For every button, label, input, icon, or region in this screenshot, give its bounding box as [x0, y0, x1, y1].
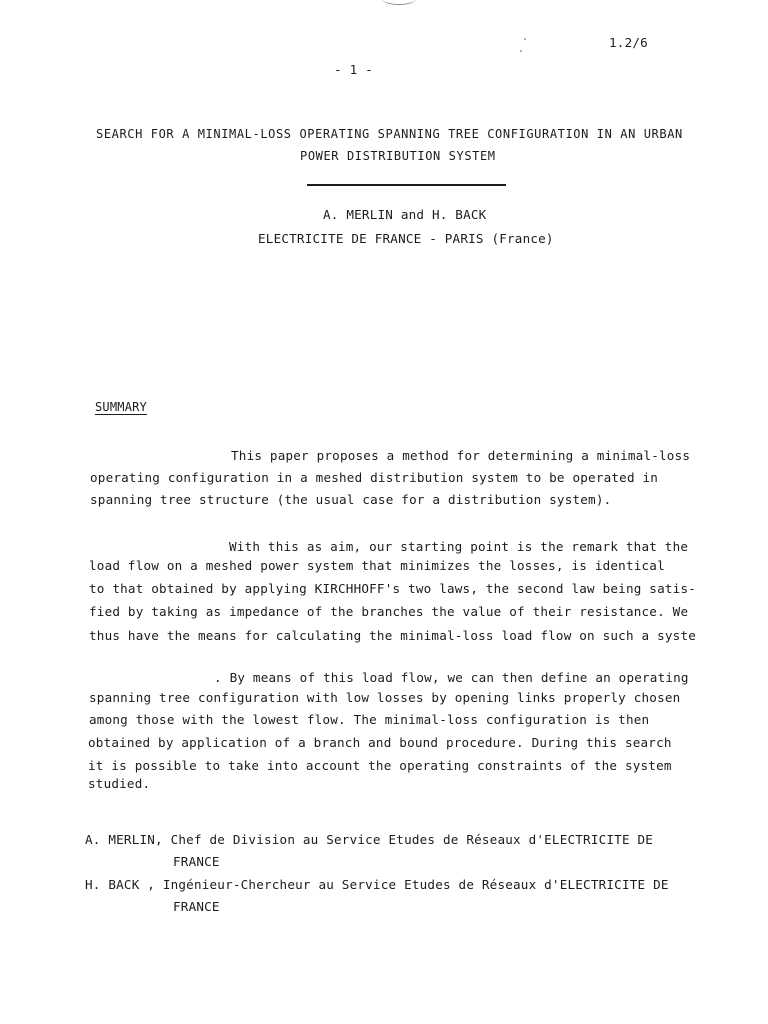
summary-p3-line: spanning tree configuration with low losses by opening links properly chosen	[89, 690, 681, 705]
title-line-1: SEARCH FOR A MINIMAL-LOSS OPERATING SPANNING TREE CONFIGURATION IN AN URBAN	[96, 127, 683, 141]
summary-p3-line: obtained by application of a branch and bound procedure. During this search	[88, 735, 672, 750]
page-reference: 1.2/6	[609, 35, 648, 50]
footnote-back: H. BACK , Ingénieur-Chercheur au Service Etudes de Réseaux d'ELECTRICITE DE	[85, 877, 669, 892]
summary-p2-line: With this as aim, our starting point is the remark that the	[229, 539, 689, 554]
title-line-2: POWER DISTRIBUTION SYSTEM	[300, 149, 496, 163]
summary-p3-line: it is possible to take into account the operating constraints of the system	[88, 758, 672, 773]
scan-speck	[524, 38, 526, 40]
scan-speck	[520, 50, 522, 52]
footnote-merlin: A. MERLIN, Chef de Division au Service Etudes de Réseaux d'ELECTRICITE DE	[85, 832, 654, 847]
summary-p1-line: operating configuration in a meshed distribution system to be operated in	[90, 470, 659, 485]
author-affiliation: ELECTRICITE DE FRANCE - PARIS (France)	[258, 231, 554, 246]
summary-heading: SUMMARY	[95, 400, 147, 414]
summary-p1-line: This paper proposes a method for determining a minimal-loss	[231, 448, 691, 463]
footnote-merlin-cont: FRANCE	[173, 854, 220, 869]
summary-p3-line: studied.	[88, 776, 151, 791]
author-names: A. MERLIN and H. BACK	[323, 207, 487, 222]
summary-p2-line: thus have the means for calculating the minimal-loss load flow on such a syste	[89, 628, 697, 643]
summary-p3-line: . By means of this load flow, we can then define an operating	[214, 670, 689, 685]
summary-p2-line: load flow on a meshed power system that minimizes the losses, is identical	[89, 558, 665, 573]
summary-p2-line: to that obtained by applying KIRCHHOFF's two laws, the second law being satis-	[89, 581, 697, 596]
summary-p1-line: spanning tree structure (the usual case for a distribution system).	[90, 492, 612, 507]
summary-p2-line: fied by taking as impedance of the branches the value of their resistance. We	[89, 604, 689, 619]
summary-p3-line: among those with the lowest flow. The minimal-loss configuration is then	[89, 712, 650, 727]
scan-artifact	[382, 0, 416, 5]
footnote-back-cont: FRANCE	[173, 899, 220, 914]
page-number: - 1 -	[334, 62, 373, 77]
title-rule	[307, 184, 506, 186]
